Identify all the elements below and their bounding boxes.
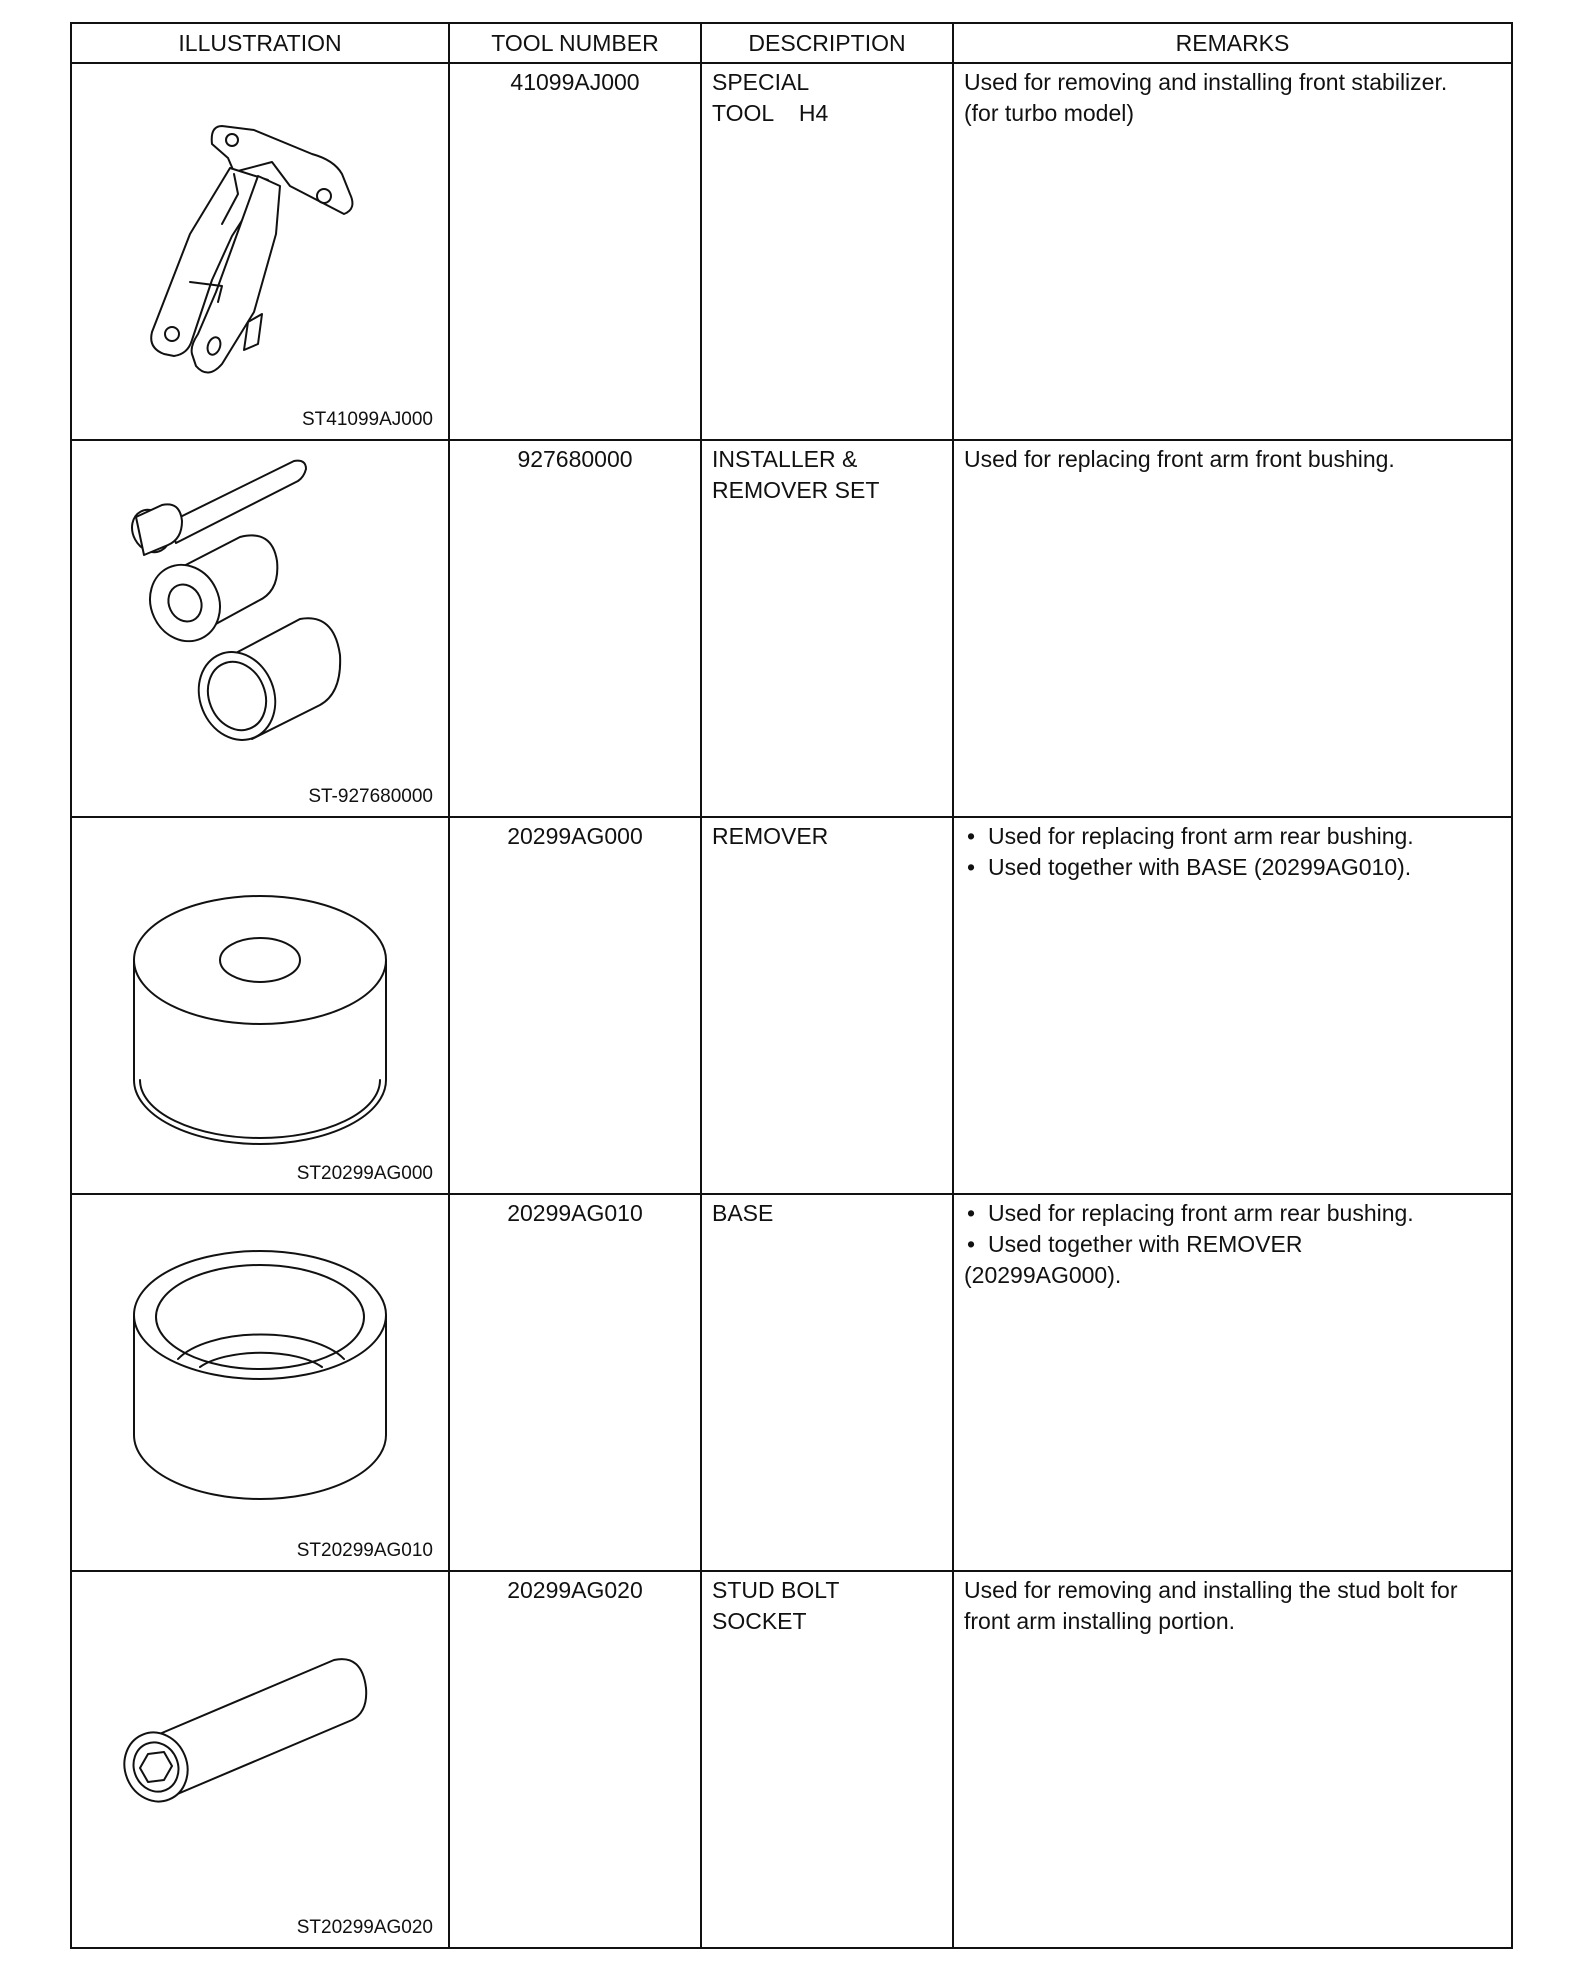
- remark-bullet: • Used for replacing front arm rear bushing.: [964, 821, 1503, 852]
- base-illustration: [72, 1195, 450, 1566]
- illustration-label: ST-927680000: [308, 786, 433, 807]
- illustration-label: ST20299AG020: [296, 1917, 433, 1938]
- description: [701, 817, 953, 1194]
- header-row: [71, 23, 1512, 63]
- illustration-cell: [71, 1571, 449, 1948]
- illustration-cell: [71, 440, 449, 817]
- remarks: [953, 1571, 1512, 1948]
- illustration-cell: [71, 63, 449, 440]
- special-tools-table: [70, 22, 1513, 1949]
- description-line: SOCKET: [712, 1608, 807, 1634]
- tool-number: 41099AJ000: [449, 63, 701, 440]
- stabilizer-tool-illustration: [72, 64, 450, 435]
- remarks: [953, 440, 1512, 817]
- table-row: [71, 440, 1512, 817]
- description-line: REMOVER: [712, 823, 829, 849]
- illustration-label: ST41099AJ000: [302, 409, 433, 430]
- description: [701, 1194, 953, 1571]
- description-line: STUD BOLT: [712, 1577, 840, 1603]
- description-line: SPECIAL: [712, 69, 810, 95]
- description: [701, 63, 953, 440]
- tool-number: 20299AG000: [449, 817, 701, 1194]
- tool-number: 20299AG020: [449, 1571, 701, 1948]
- tool-number: 927680000: [449, 440, 701, 817]
- description: [701, 440, 953, 817]
- illustration-label: ST20299AG000: [296, 1163, 433, 1184]
- table-row: [71, 63, 1512, 440]
- tool-number: 20299AG010: [449, 1194, 701, 1571]
- description-line: REMOVER SET: [712, 477, 880, 503]
- description-line: TOOL H4: [712, 100, 829, 126]
- header-tool-number: TOOL NUMBER: [449, 23, 701, 63]
- remarks: [953, 1194, 1512, 1571]
- remarks: [953, 63, 1512, 440]
- description: [701, 1571, 953, 1948]
- header-description: DESCRIPTION: [701, 23, 953, 63]
- remover-illustration: [72, 818, 450, 1189]
- remark-bullet: • Used for replacing front arm rear bushing.: [964, 1198, 1503, 1229]
- illustration-cell: [71, 1194, 449, 1571]
- remark-bullet: • Used together with REMOVER: [964, 1229, 1503, 1260]
- description-line: INSTALLER &: [712, 446, 858, 472]
- illustration-cell: [71, 817, 449, 1194]
- stud-bolt-socket-illustration: [72, 1572, 450, 1943]
- table-row: [71, 1571, 1512, 1948]
- header-remarks: REMARKS: [953, 23, 1512, 63]
- table-row: [71, 1194, 1512, 1571]
- remark-line: Used for removing and installing front stabilizer.: [964, 69, 1448, 95]
- remark-line: Used for removing and installing the stud bolt for: [964, 1577, 1458, 1603]
- remark-line: (20299AG000).: [964, 1262, 1122, 1288]
- remark-line: Used for replacing front arm front bushing.: [964, 446, 1395, 472]
- remarks: [953, 817, 1512, 1194]
- remark-line: front arm installing portion.: [964, 1608, 1236, 1634]
- table-row: [71, 817, 1512, 1194]
- header-illustration: ILLUSTRATION: [71, 23, 449, 63]
- illustration-label: ST20299AG010: [296, 1540, 433, 1561]
- installer-remover-set-illustration: [72, 441, 450, 812]
- remark-line: (for turbo model): [964, 100, 1135, 126]
- description-line: BASE: [712, 1200, 774, 1226]
- remark-bullet: • Used together with BASE (20299AG010).: [964, 852, 1503, 883]
